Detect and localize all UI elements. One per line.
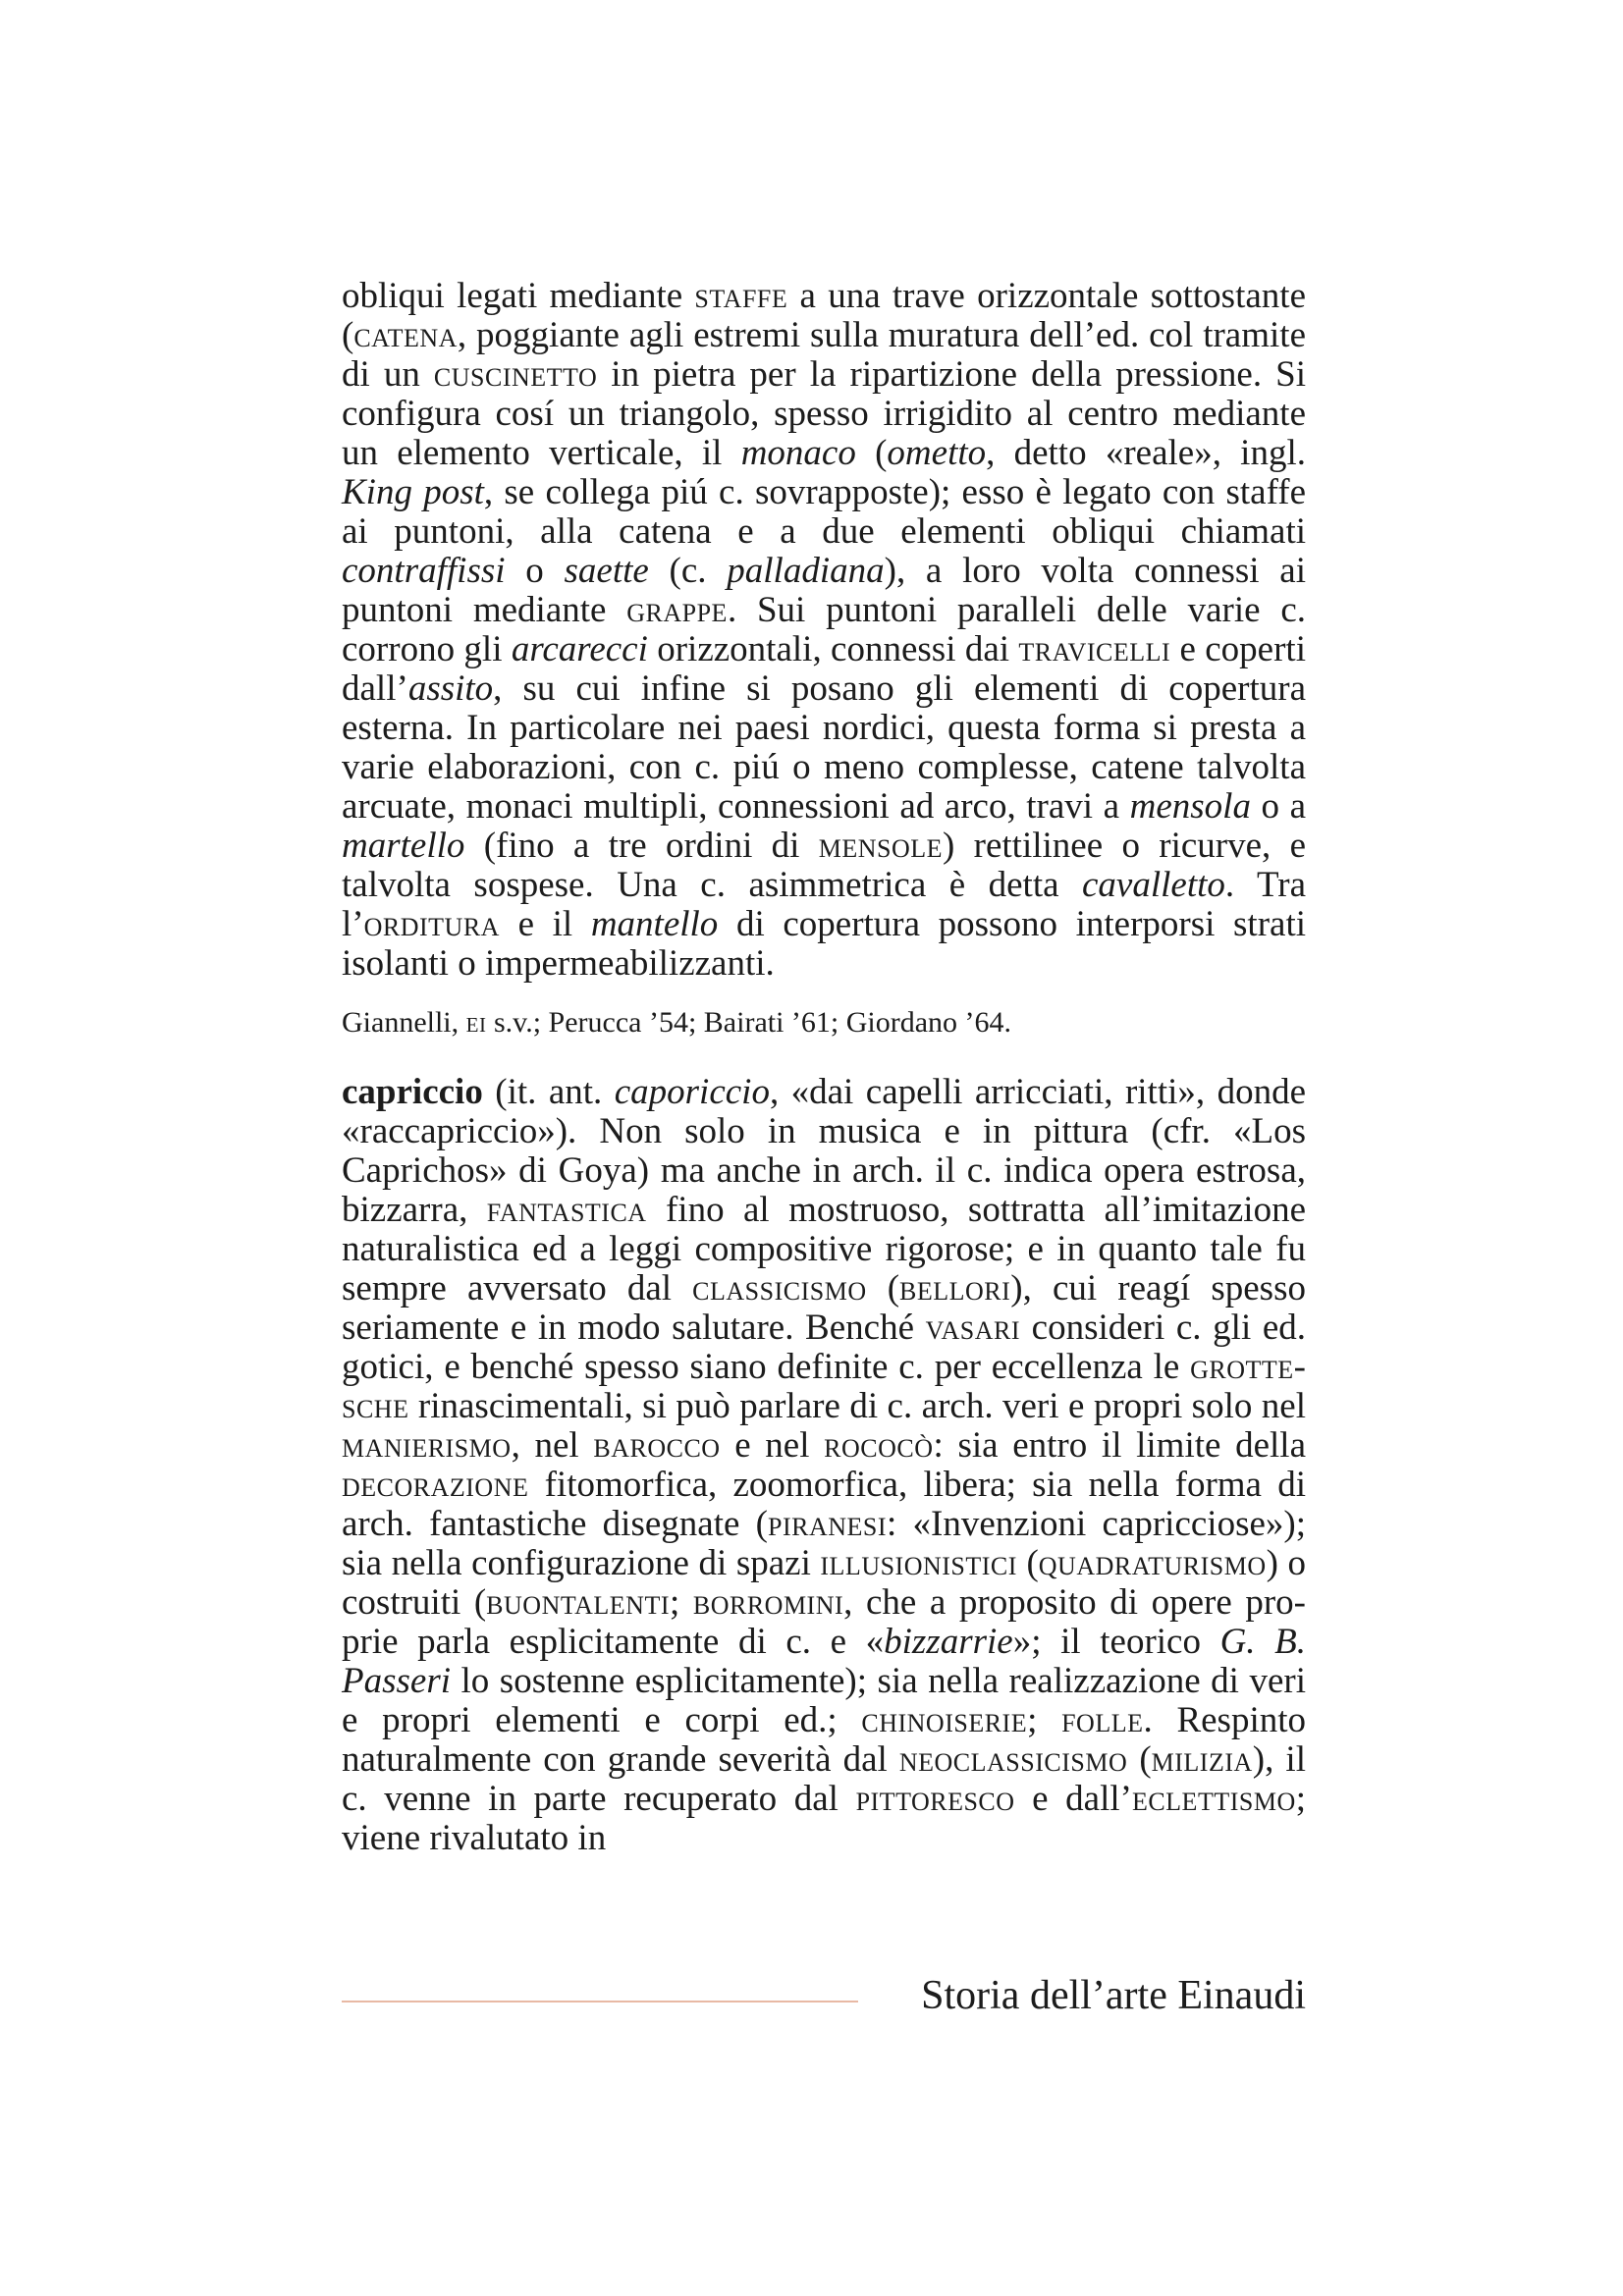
text-run: ) o costruiti ( [342,1543,1306,1623]
cross-reference: travicelli [1018,629,1171,669]
text-run: , che a proposito di opere proprie parla esplicitamente di c. e « [342,1582,1306,1662]
italic-term: palladiana [727,551,885,591]
text-run: e il [499,904,591,944]
italic-term: ometto [887,433,987,473]
cross-reference: eclettismo [1131,1779,1296,1819]
cross-reference: fantastica [486,1190,647,1230]
italic-term: assito [407,668,494,709]
text-run: rinascimentali, si può parlare di c. arch. veri e propri solo nel [408,1386,1306,1426]
cross-reference: piranesi [767,1504,887,1544]
cross-reference: illusionistici [820,1543,1017,1583]
text-run: s.v.; Perucca ’54; Bairati ’61; Giordano ’64. [486,1006,1012,1039]
italic-term: mensola [1129,786,1251,827]
text-run: , su cui infine si posano gli elementi di copertura esterna. In particolare nei paesi nordici, questa forma si presta a varie elaborazioni, con c. piú o meno complesse, catene talvolta arcuate, monaci multipli, connessioni ad arco, travi a [342,668,1306,827]
bibliography-references [342,1005,1306,1041]
text-run: di copertura possono interporsi strati isolanti o impermeabilizzanti. [342,904,1306,984]
cross-reference: borromini [692,1582,844,1623]
text-run: : «Invenzioni capricciose»); sia nella configurazione di spazi [342,1504,1307,1583]
text-run: ( [1016,1543,1039,1583]
text-run: ; [1027,1700,1062,1740]
text-run: e dall’ [1014,1779,1132,1819]
italic-term: G. B. Passeri [342,1622,1306,1701]
text-run: , se collega piú c. sovrapposte); esso è legato con staffe ai puntoni, alla catena e a due elementi obliqui chiamati [342,472,1306,552]
cross-reference: decorazione [342,1465,529,1505]
text-run: . Respinto naturalmente con grande severità dal [342,1700,1307,1780]
dictionary-text [342,277,1306,1858]
text-run: , «dai capelli arricciati, ritti», donde «raccapriccio»). Non solo in musica e in pittura (cfr. «Los Caprichos» di Goya) ma anche in arch. il c. indica opera estrosa, bizzarra, [342,1072,1306,1230]
cross-reference: chinoiserie [861,1700,1028,1740]
text-run: ; viene rivalutato in [342,1779,1306,1858]
text-run: ) rettilinee o ricurve, e talvolta sospese. Una c. asimmetrica è detta [342,826,1306,905]
text-run: . Sui puntoni paralleli delle varie c. corrono gli [342,590,1306,669]
text-run: o [505,551,565,591]
entry-headword: capriccio [342,1072,483,1112]
cross-reference: mensole [818,826,944,866]
cross-reference: ei [465,1006,487,1039]
italic-term: monaco [740,433,856,473]
text-run: consideri c. gli ed. gotici, e benché spesso siano definite c. per eccellenza le [342,1308,1306,1387]
text-run: e coperti dall’ [342,629,1306,709]
text-run: , poggiante agli estremi sulla muratura dell’ed. col tramite di un [342,315,1306,395]
cross-reference: neoclassicismo [898,1739,1128,1780]
text-run: in pietra per la ripartizione della pressione. Si configura cosí un triangolo, spesso irrigidito al centro mediante un elemento verticale, il [342,354,1306,473]
cross-reference: milizia [1151,1739,1253,1780]
text-run: lo sostenne esplicitamente); sia nella realizzazione di veri e propri elementi e corpi ed.; [342,1661,1306,1740]
text-run: (it. ant. [482,1072,615,1112]
text-run: o a [1250,786,1306,827]
cross-reference: staffe [694,276,788,316]
page-footer [342,1961,1306,2020]
text-run: , detto «reale», ingl. [986,433,1306,473]
cross-reference: cuscinetto [433,354,598,395]
text-run: ( [855,433,888,473]
text-run: ( [1127,1739,1152,1780]
text-run: e nel [720,1425,825,1466]
text-run: ), cui reagí spesso seriamente e in modo salutare. Benché [342,1268,1306,1348]
text-run: a una trave orizzontale sottostante ( [342,276,1306,355]
entry-continuation-paragraph [342,277,1306,984]
cross-reference: buontalenti [486,1582,670,1623]
text-run: ; [670,1582,693,1623]
text-run: obliqui legati mediante [342,276,695,316]
italic-term: arcarecci [511,629,648,669]
text-run: (c. [648,551,728,591]
text-run: fitomorfica, zoomorfica, libera; sia nella forma di arch. fantastiche disegnate ( [342,1465,1306,1544]
text-run: : sia entro il limite della [933,1425,1307,1466]
cross-reference: catena [353,315,458,355]
cross-reference: classicismo [692,1268,867,1308]
italic-term: saette [564,551,649,591]
text-run: ), a loro volta connessi ai puntoni mediante [342,551,1306,630]
footer-title: Storia dell’arte Einaudi [921,1973,1306,2018]
text-run: , nel [511,1425,594,1466]
text-run: ( [866,1268,900,1308]
text-run: ), il c. venne in parte recuperato dal [342,1739,1306,1819]
italic-term: contraffissi [342,551,506,591]
text-run: orizzontali, connessi dai [647,629,1019,669]
italic-term: martello [342,826,465,866]
cross-reference: folle [1061,1700,1144,1740]
text-run: »; il teorico [1012,1622,1220,1662]
cross-reference: quadraturismo [1038,1543,1267,1583]
cross-reference: vasari [925,1308,1021,1348]
cross-reference: manierismo [342,1425,512,1466]
italic-term: cavalletto [1082,865,1225,905]
entry-capriccio [342,1073,1306,1858]
cross-reference: barocco [593,1425,721,1466]
text-run: (fino a tre ordini di [464,826,819,866]
italic-term: caporiccio [614,1072,770,1112]
cross-reference: grottesche [342,1347,1306,1426]
italic-term: bizzarrie [884,1622,1013,1662]
cross-reference: orditura [363,904,500,944]
text-run: . Tra l’ [342,865,1306,944]
cross-reference: pittoresco [855,1779,1015,1819]
cross-reference: rococò [824,1425,934,1466]
cross-reference: bellori [899,1268,1011,1308]
cross-reference: grappe [626,590,728,630]
text-run: Giannelli, [342,1006,466,1039]
italic-term: King post [342,472,484,512]
italic-term: mantello [590,904,719,944]
text-run: fino al mostruoso, sottratta all’imitazione naturalistica ed a leggi compositive rigorose; e in quanto tale fu sempre avversato dal [342,1190,1306,1308]
footer-rule [342,2001,858,2002]
